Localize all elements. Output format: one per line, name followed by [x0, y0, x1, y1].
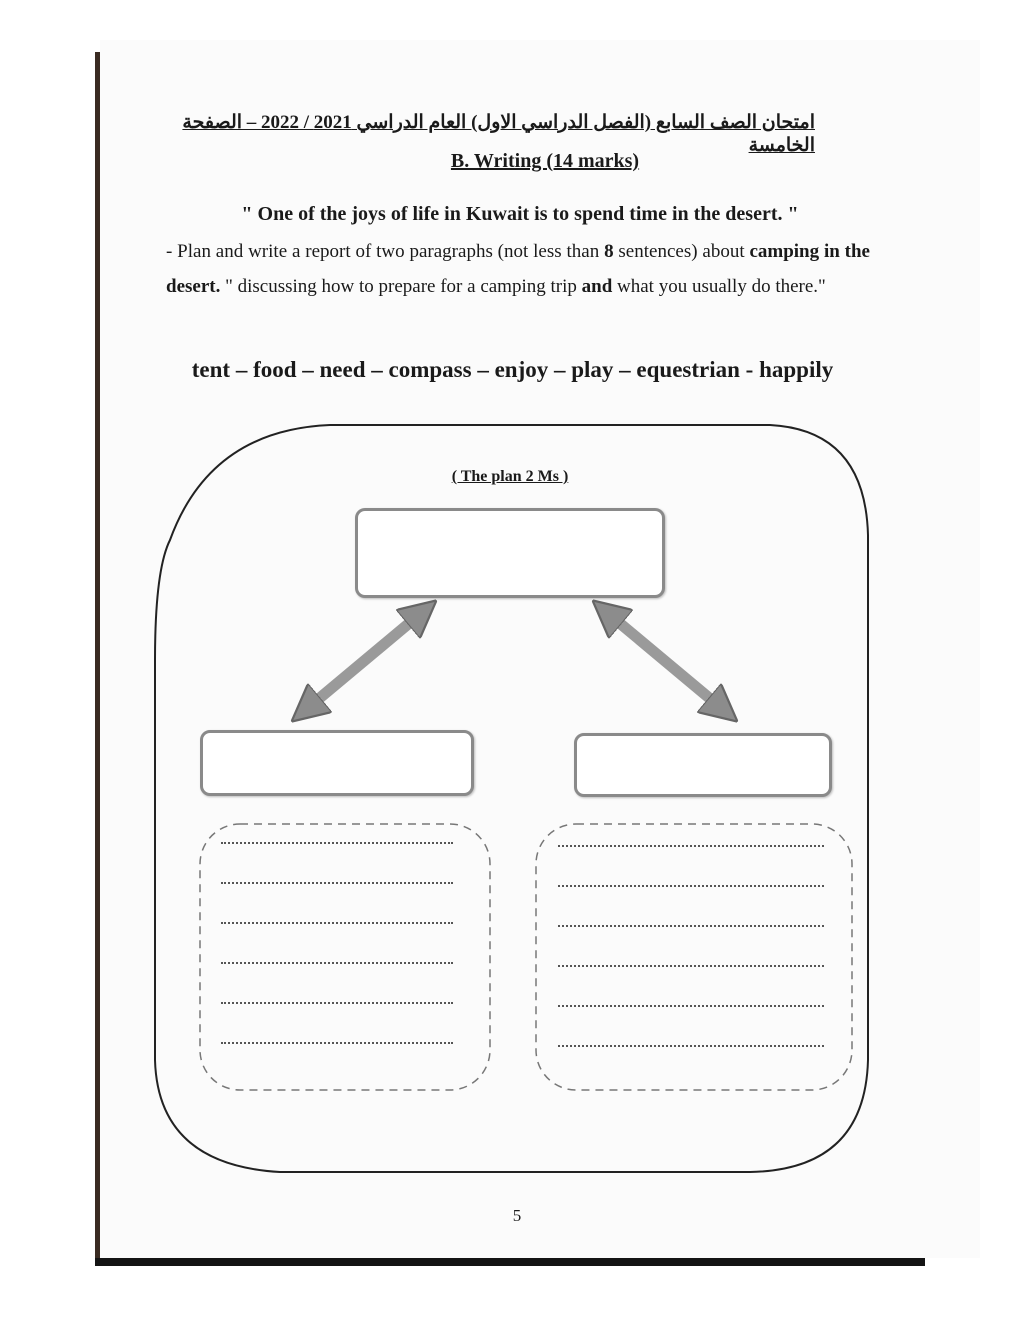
prompt-quote: " One of the joys of life in Kuwait is to spend time in the desert. ": [241, 203, 799, 225]
binding-edge: [95, 52, 100, 1265]
writing-line[interactable]: [221, 882, 453, 884]
conjunction-text: and: [581, 276, 613, 297]
writing-line[interactable]: [221, 1002, 453, 1004]
topic-text: camping in the desert.: [166, 241, 870, 297]
word-bank: tent – food – need – compass – enjoy – play – equestrian - happily: [191, 357, 834, 382]
right-writing-area: [532, 820, 857, 1095]
main-idea-box[interactable]: [355, 508, 665, 598]
writing-line[interactable]: [221, 922, 453, 924]
section-title: B. Writing (14 marks): [450, 150, 640, 172]
writing-line[interactable]: [558, 1005, 824, 1007]
writing-line[interactable]: [221, 842, 453, 844]
writing-line[interactable]: [221, 962, 453, 964]
prompt-instructions: [166, 234, 870, 304]
page-number: 5: [512, 1206, 522, 1225]
left-writing-area: [196, 820, 496, 1095]
writing-line[interactable]: [221, 1042, 453, 1044]
writing-line[interactable]: [558, 885, 824, 887]
instruction-text-1: - Plan and write a report of two paragraphs (not less than: [166, 241, 605, 262]
right-subtopic-box[interactable]: [574, 733, 832, 797]
writing-line[interactable]: [558, 845, 824, 847]
exam-header: امتحان الصف السابع (الفصل الدراسي الاول) العام الدراسي 2021 / 2022 – الصفحة الخامسة: [182, 112, 815, 156]
sentence-count: 8: [604, 241, 614, 262]
instruction-text-2: sentences) about: [613, 241, 750, 262]
writing-line[interactable]: [558, 965, 824, 967]
instruction-text-4: what you usually do there.": [612, 276, 826, 297]
plan-label: ( The plan 2 Ms ): [451, 468, 569, 485]
instruction-text-3: " discussing how to prepare for a camping trip: [220, 276, 582, 297]
page-bottom-edge: [95, 1258, 925, 1266]
writing-line[interactable]: [558, 925, 824, 927]
writing-line[interactable]: [558, 1045, 824, 1047]
left-subtopic-box[interactable]: [200, 730, 474, 796]
